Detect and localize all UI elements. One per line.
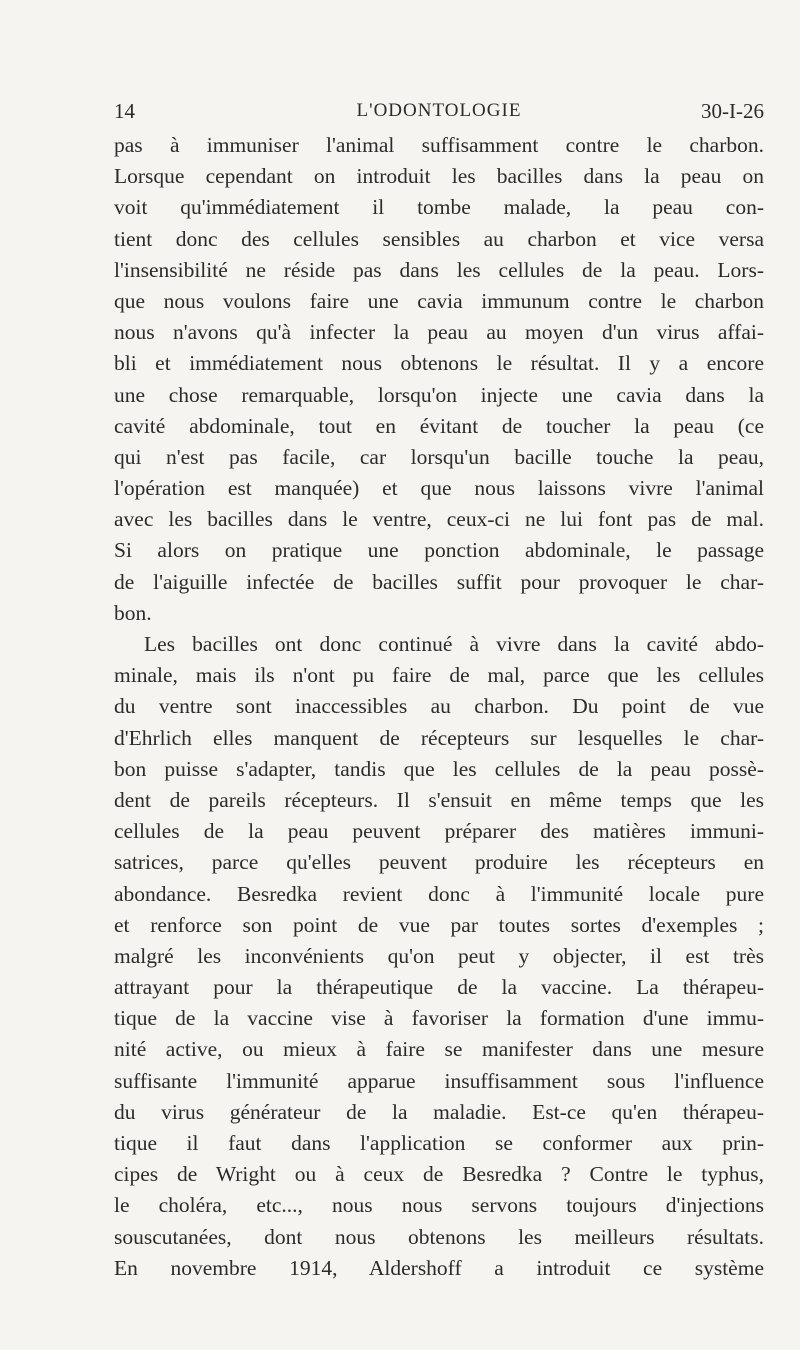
text-line: minale, mais ils n'ont pu faire de mal, parce que les cellules — [114, 663, 764, 688]
paragraph-first-line: Les bacilles ont donc continué à vivre dans la cavité abdo- — [144, 632, 764, 656]
text-line: dent de pareils récepteurs. Il s'ensuit en même temps que les — [114, 787, 764, 812]
page-number: 14 — [114, 99, 135, 123]
paragraph-end-line: bon. — [114, 600, 152, 625]
text-line: nous n'avons qu'à infecter la peau au moyen d'un virus affai- — [114, 320, 764, 345]
text-line: satrices, parce qu'elles peuvent produire les récepteurs en — [114, 850, 764, 875]
text-line: cavité abdominale, tout en évitant de toucher la peau (ce — [114, 413, 764, 438]
text-line: le choléra, etc..., nous nous servons toujours d'injections — [114, 1193, 764, 1218]
text-line: En novembre 1914, Aldershoff a introduit ce système — [114, 1255, 764, 1280]
text-line: et renforce son point de vue par toutes sortes d'exemples ; — [114, 912, 764, 937]
text-line: cellules de la peau peuvent préparer des matières immuni- — [114, 819, 764, 844]
text-line: voit qu'immédiatement il tombe malade, la peau con- — [114, 195, 764, 220]
text-line: attrayant pour la thérapeutique de la vaccine. La thérapeu- — [114, 975, 764, 1000]
issue-date: 30-I-26 — [701, 99, 764, 123]
text-line: bli et immédiatement nous obtenons le résultat. Il y a encore — [114, 351, 764, 376]
text-line: tique de la vaccine vise à favoriser la formation d'une immu- — [114, 1006, 764, 1031]
page-header — [114, 96, 764, 126]
text-line: bon puisse s'adapter, tandis que les cellules de la peau possè- — [114, 756, 764, 781]
text-line: Si alors on pratique une ponction abdominale, le passage — [114, 538, 764, 563]
text-line: malgré les inconvénients qu'on peut y objecter, il est très — [114, 943, 764, 968]
text-line: l'insensibilité ne réside pas dans les cellules de la peau. Lors- — [114, 257, 764, 282]
text-line: du ventre sont inaccessibles au charbon. Du point de vue — [114, 694, 764, 719]
text-line: abondance. Besredka revient donc à l'immunité locale pure — [114, 881, 764, 906]
text-line: nité active, ou mieux à faire se manifester dans une mesure — [114, 1037, 764, 1062]
text-line: cipes de Wright ou à ceux de Besredka ? Contre le typhus, — [114, 1162, 764, 1187]
text-line: du virus générateur de la maladie. Est-ce qu'en thérapeu- — [114, 1099, 764, 1124]
text-line: une chose remarquable, lorsqu'on injecte une cavia dans la — [114, 382, 764, 407]
text-line: pas à immuniser l'animal suffisamment contre le charbon. — [114, 133, 764, 157]
text-line: souscutanées, dont nous obtenons les meilleurs résultats. — [114, 1224, 764, 1249]
text-line: que nous voulons faire une cavia immunum contre le charbon — [114, 288, 764, 313]
text-line: Lorsque cependant on introduit les bacilles dans la peau on — [114, 164, 764, 189]
text-line: tient donc des cellules sensibles au charbon et vice versa — [114, 226, 764, 251]
text-line: l'opération est manquée) et que nous laissons vivre l'animal — [114, 476, 764, 501]
text-line: avec les bacilles dans le ventre, ceux-ci ne lui font pas de mal. — [114, 507, 764, 532]
text-line: de l'aiguille infectée de bacilles suffit pour provoquer le char- — [114, 569, 764, 594]
text-line: qui n'est pas facile, car lorsqu'un bacille touche la peau, — [114, 444, 764, 469]
body-text — [114, 130, 764, 1284]
running-title: L'ODONTOLOGIE — [356, 100, 522, 121]
text-line: d'Ehrlich elles manquent de récepteurs sur lesquelles le char- — [114, 725, 764, 750]
text-line: suffisante l'immunité apparue insuffisamment sous l'influence — [114, 1068, 764, 1093]
text-line: tique il faut dans l'application se conformer aux prin- — [114, 1131, 764, 1155]
